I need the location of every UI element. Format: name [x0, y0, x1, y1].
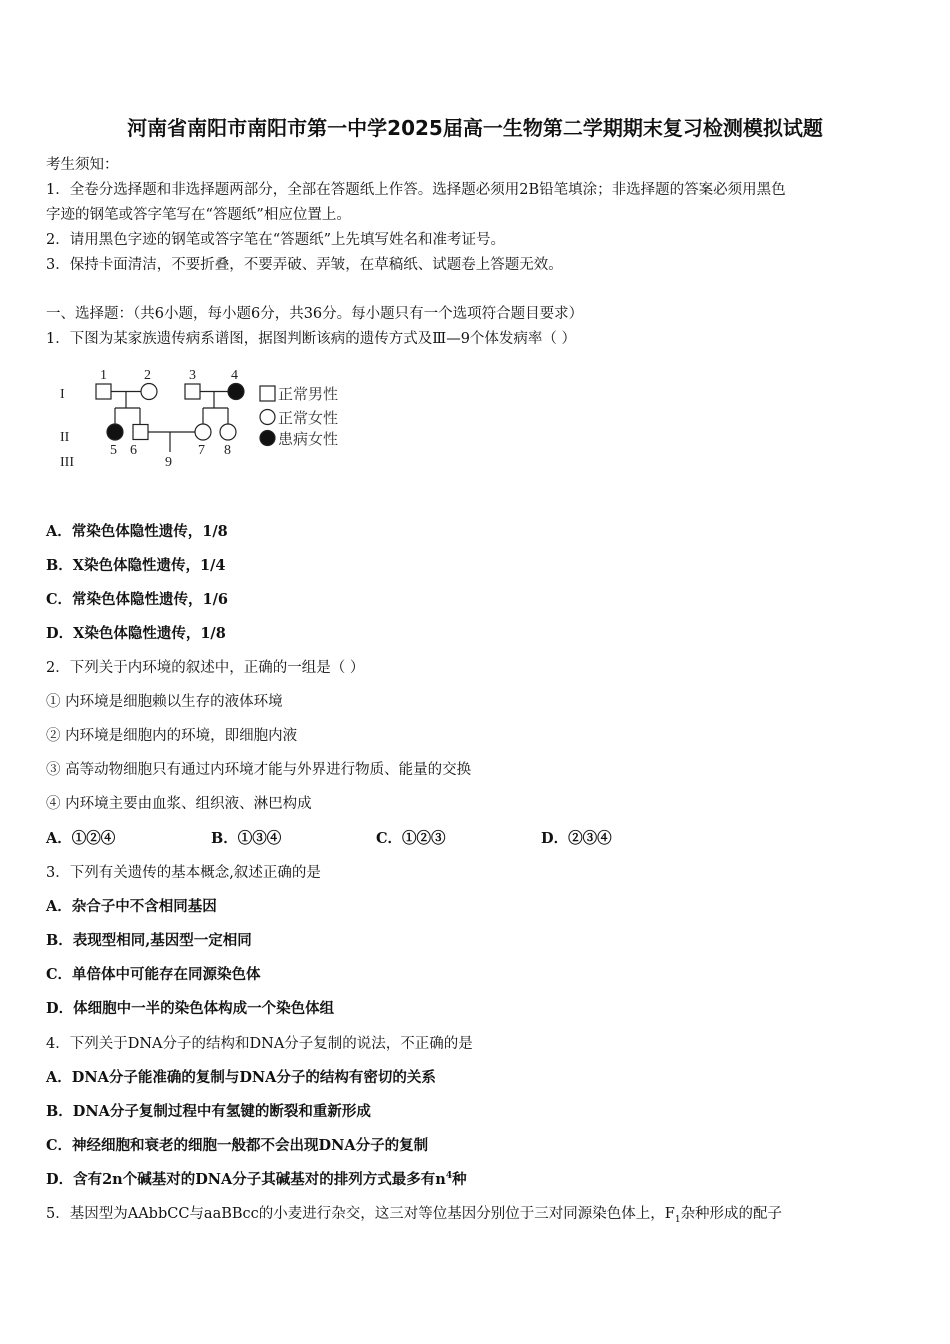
question-4-option: C．神经细胞和衰老的细胞一般都不会出现DNA分子的复制: [46, 1137, 429, 1154]
question-2-option: B．①③④: [211, 830, 282, 847]
section-heading: 一、选择题：（共6小题，每小题6分，共36分。每小题只有一个选项符合题目要求）: [46, 306, 584, 322]
legend-affected-female-icon: [260, 431, 275, 446]
individual-2-female: [141, 384, 157, 400]
notice-item: 1．全卷分选择题和非选择题两部分，全部在答题纸上作答。选择题必须用2B铅笔填涂；非选择题的答案必须用黑色: [46, 182, 786, 198]
individual-3-male: [185, 384, 200, 399]
generation-label: III: [60, 455, 74, 470]
pedigree-diagram: [52, 362, 362, 472]
individual-number: 6: [130, 443, 137, 458]
legend-label: 正常女性: [278, 409, 339, 427]
question-4-stem: 4．下列关于DNA分子的结构和DNA分子复制的说法，不正确的是: [46, 1036, 473, 1052]
individual-4-affected-female: [228, 384, 244, 400]
individual-number: 1: [100, 368, 107, 383]
notice-item: 字迹的钢笔或答字笔写在“答题纸”相应位置上。: [46, 207, 351, 223]
question-2-stem: 2．下列关于内环境的叙述中，正确的一组是（ ）: [46, 660, 365, 676]
question-2-option: D．②③④: [541, 830, 612, 847]
question-2-option: C．①②③: [376, 830, 446, 847]
individual-1-male: [96, 384, 111, 399]
notice-item: 2．请用黑色字迹的钢笔或答字笔在“答题纸”上先填写姓名和准考证号。: [46, 232, 506, 248]
generation-label: II: [60, 430, 70, 445]
individual-6-male: [133, 425, 148, 440]
individual-number: 3: [189, 368, 196, 383]
question-3-option: A．杂合子中不含相同基因: [46, 898, 217, 915]
question-2-statement: ② 内环境是细胞内的环境，即细胞内液: [46, 728, 298, 744]
page-title: 河南省南阳市南阳市第一中学2025届高一生物第二学期期末复习检测模拟试题: [127, 116, 823, 140]
legend-label: 患病女性: [278, 430, 339, 448]
individual-number: 4: [231, 368, 238, 383]
question-1-option: D．X染色体隐性遗传，1/8: [46, 625, 226, 642]
legend-label: 正常男性: [278, 385, 339, 403]
stem-text: 杂种形成的配子: [680, 1206, 783, 1222]
individual-number: 9: [165, 455, 172, 470]
question-3-stem: 3．下列有关遗传的基本概念,叙述正确的是: [46, 865, 321, 881]
individual-number: 2: [144, 368, 151, 383]
individual-number: 8: [224, 443, 231, 458]
question-4-option: A．DNA分子能准确的复制与DNA分子的结构有密切的关系: [46, 1069, 436, 1086]
question-2-option: A．①②④: [46, 830, 116, 847]
question-3-option: D．体细胞中一半的染色体构成一个染色体组: [46, 1000, 335, 1017]
question-5-stem: [46, 1202, 782, 1225]
legend-male-icon: [260, 386, 275, 401]
stem-text: 5．基因型为AAbbCC与aaBBcc的小麦进行杂交，这三对等位基因分别位于三对同源染色体上，F: [46, 1206, 675, 1222]
individual-number: 5: [110, 443, 117, 458]
question-2-statement: ③ 高等动物细胞只有通过内环境才能与外界进行物质、能量的交换: [46, 762, 472, 778]
option-text: D．含有2n个碱基对的DNA分子其碱基对的排列方式最多有n: [46, 1171, 446, 1188]
question-4-option-d: [46, 1168, 467, 1189]
individual-number: 7: [198, 443, 205, 458]
question-2-statement: ① 内环境是细胞赖以生存的液体环境: [46, 694, 283, 710]
question-3-option: C．单倍体中可能存在同源染色体: [46, 966, 261, 983]
question-2-statement: ④ 内环境主要由血浆、组织液、淋巴构成: [46, 796, 312, 812]
individual-8-female: [220, 424, 236, 440]
legend-female-icon: [260, 410, 275, 425]
option-text: 种: [452, 1171, 467, 1188]
question-1-option: B．X染色体隐性遗传，1/4: [46, 557, 226, 574]
individual-7-female: [195, 424, 211, 440]
question-3-option: B．表现型相同,基因型一定相同: [46, 932, 252, 949]
individual-5-affected-female: [107, 424, 123, 440]
notice-item: 3．保持卡面清洁，不要折叠，不要弄破、弄皱，在草稿纸、试题卷上答题无效。: [46, 257, 563, 273]
question-1-option: C．常染色体隐性遗传，1/6: [46, 591, 229, 608]
question-1-stem: 1．下图为某家族遗传病系谱图，据图判断该病的遗传方式及Ⅲ—9个体发病率（ ）: [46, 331, 577, 347]
subscript: 1: [674, 1214, 681, 1225]
exponent: 4: [445, 1171, 453, 1182]
generation-label: I: [60, 387, 65, 402]
notice-heading: 考生须知：: [46, 157, 119, 173]
question-1-option: A．常染色体隐性遗传，1/8: [46, 523, 228, 540]
question-4-option: B．DNA分子复制过程中有氢键的断裂和重新形成: [46, 1103, 371, 1120]
